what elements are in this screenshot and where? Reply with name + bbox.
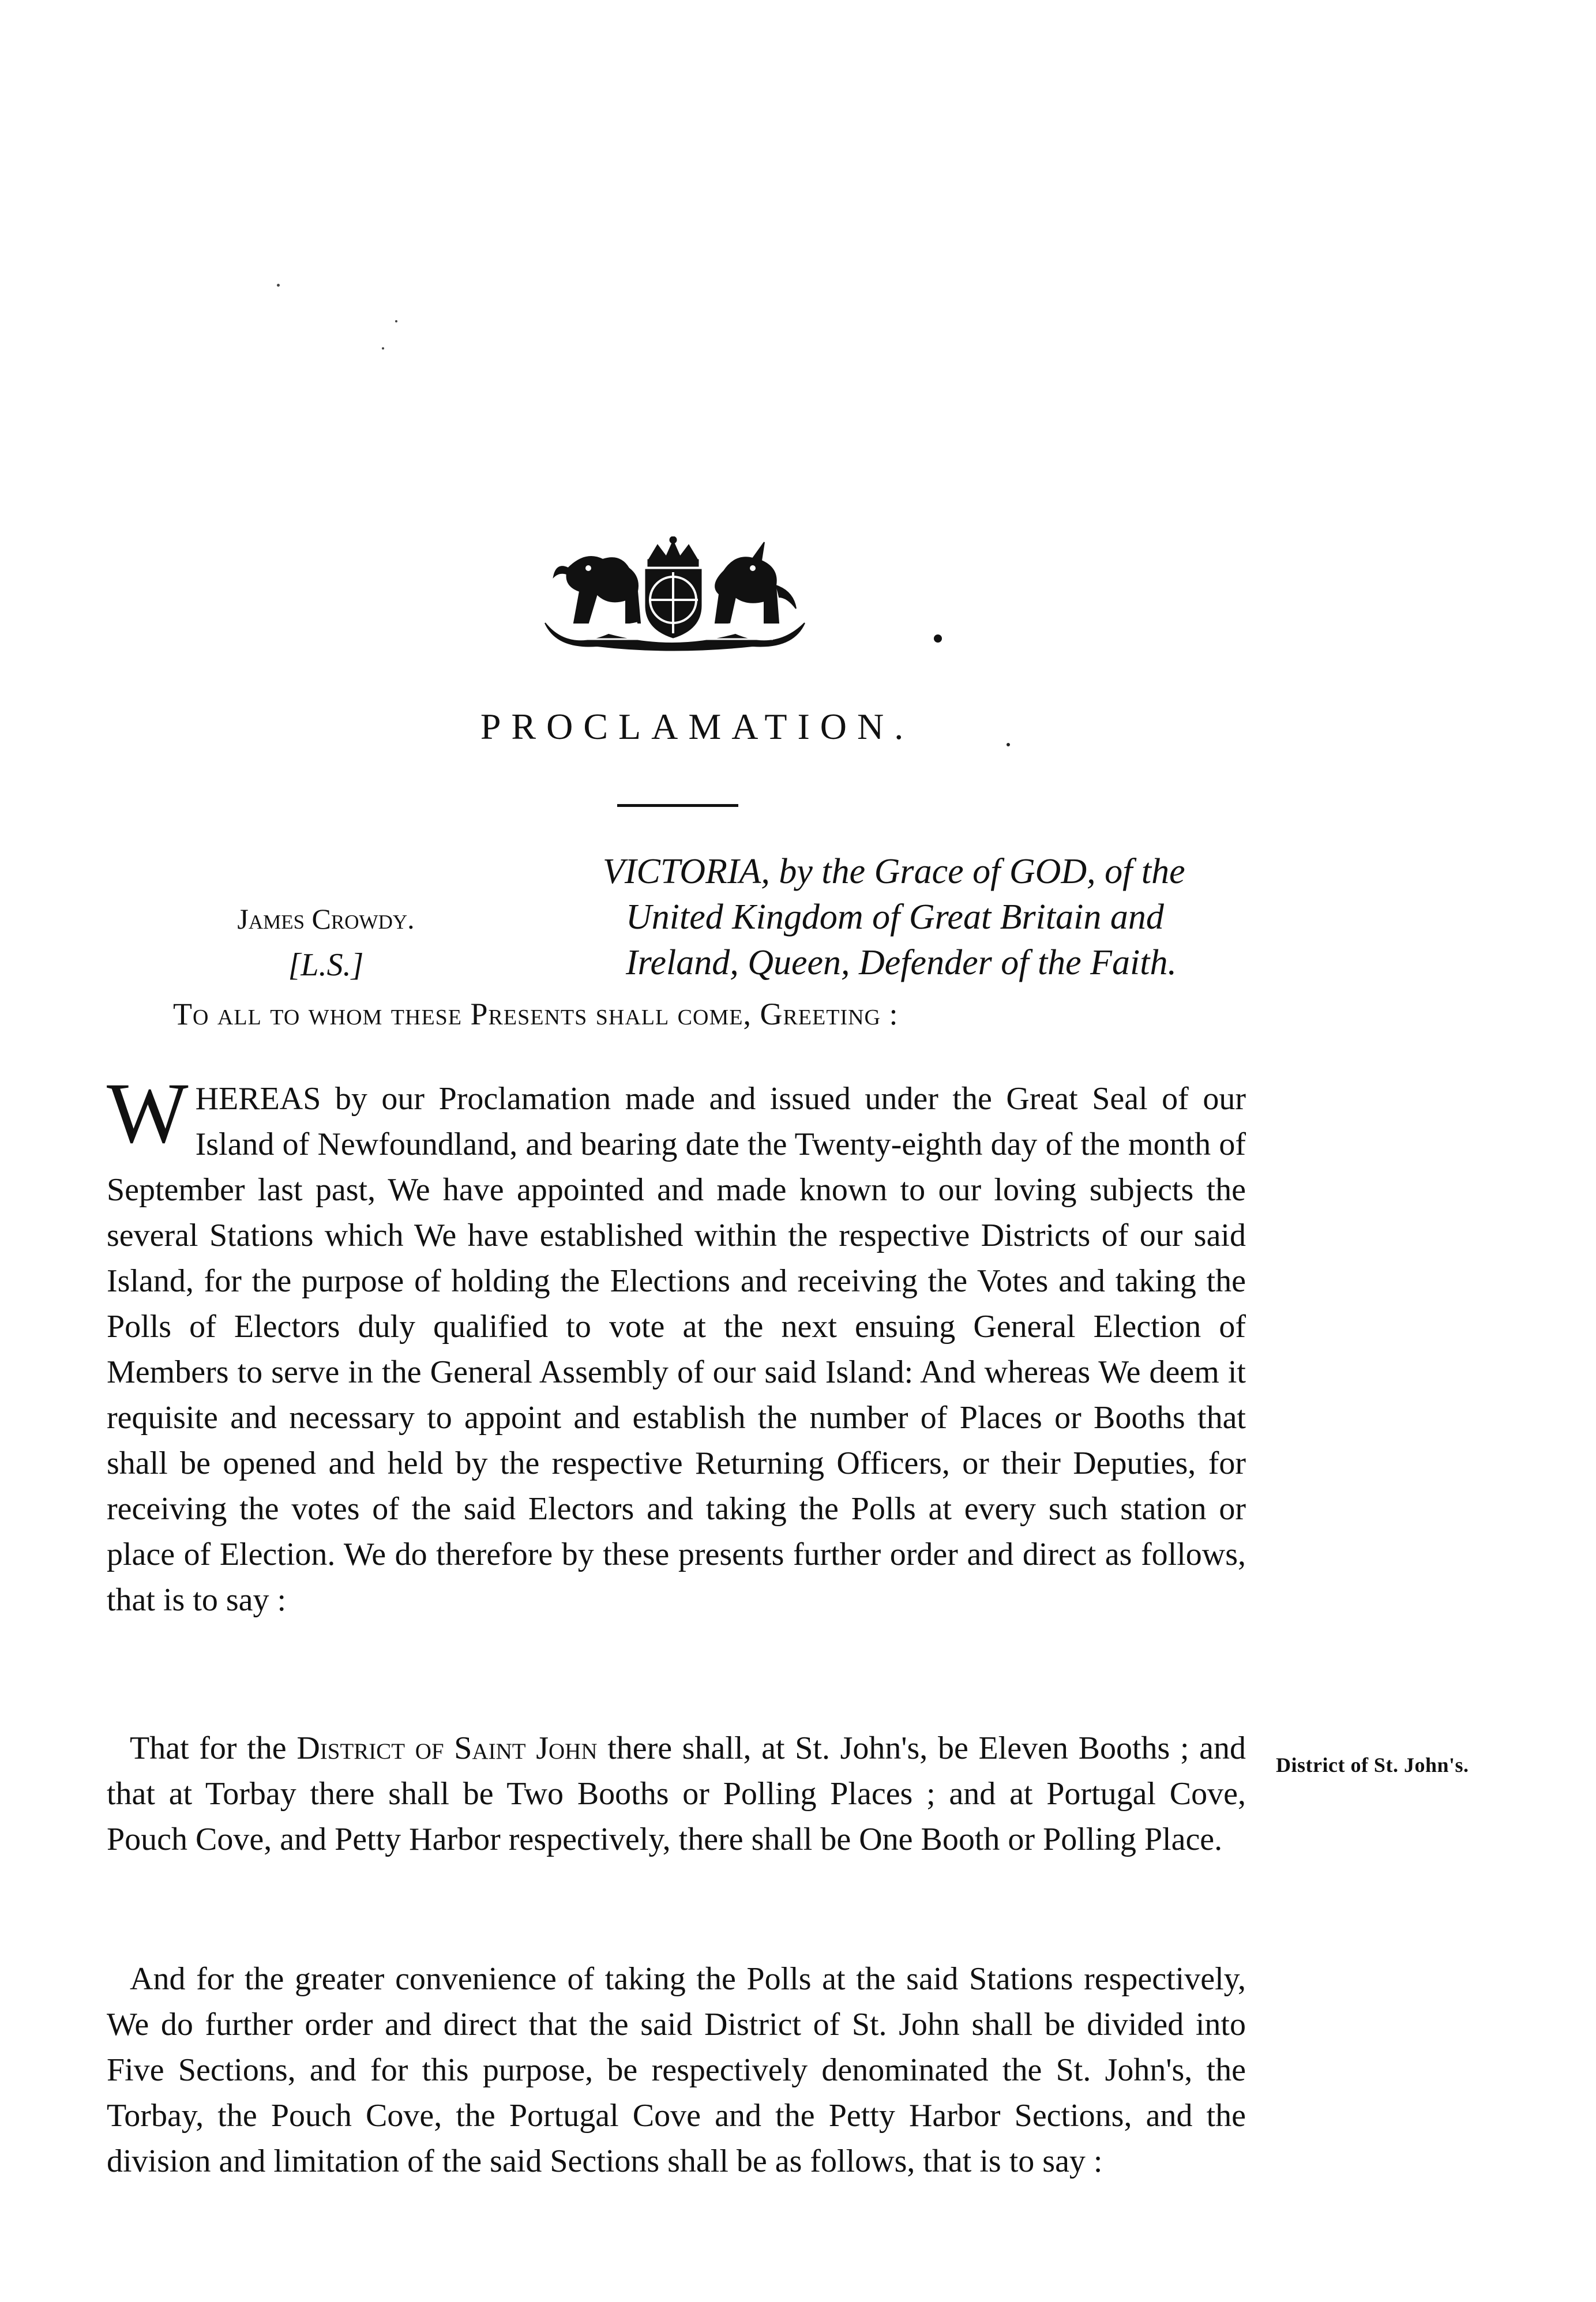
district-rest: there shall, at St. John's, be Eleven Booths ; and that at Torbay there shall be Two Booths or Polling Places ; and at Portugal Cove, Pouch Cove, and Petty Harbor respectively, there shall be One Booth or Polling Place.	[107, 1730, 1246, 1857]
heading-rule	[617, 804, 738, 807]
scan-speck	[934, 634, 942, 643]
district-name: District of Saint John	[296, 1730, 598, 1766]
drop-capital: W	[107, 1065, 189, 1161]
proclamation-heading: PROCLAMATION.	[480, 706, 914, 747]
governor-block	[176, 896, 476, 988]
scan-speck	[382, 347, 384, 350]
royal-coat-of-arms-icon	[534, 536, 813, 655]
greeting-line: To all to whom these Presents shall come, Greeting :	[173, 997, 899, 1031]
whereas-text: HEREAS by our Proclamation made and issued under the Great Seal of our Island of Newfoundland, and bearing date the Twenty-eighth day of the month of September last past, We have appointed and made known to our loving subjects the several Stations which We have established within the respective Districts of our said Island, for the purpose of holding the Elections and receiving the Votes and taking the Polls of Electors duly qualified to vote at the next ensuing General Election of Members to serve in the General Assembly of our said Island: And whereas We deem it requisite and necessary to appoint and establish the number of Places or Booths that shall be opened and held by the respective Returning Officers, or their Deputies, for receiving the votes of the said Electors and taking the Polls at every such station or place of Election. We do therefore by these presents further order and direct as follows, that is to say :	[107, 1081, 1246, 1618]
sections-text: And for the greater convenience of taking the Polls at the said Stations respectively, We do further order and direct that the said District of St. John shall be divided into Five Sections, and for this purpose, be respectively denominated the St. John's, the Torbay, the Pouch Cove, the Portugal Cove and the Petty Harbor Sections, and the division and limitation of the said Sections shall be as follows, that is to say :	[107, 1961, 1246, 2179]
seal-mark: [L.S.]	[288, 947, 364, 983]
sovereign-style	[603, 849, 1266, 986]
scan-speck	[395, 320, 397, 322]
whereas-paragraph	[107, 1065, 1246, 1623]
sovereign-line: VICTORIA, by the Grace of GOD, of the	[603, 852, 1185, 891]
district-lead: That for the	[130, 1730, 287, 1766]
scan-speck	[277, 284, 280, 287]
governor-name: James Crowdy.	[237, 903, 415, 935]
district-paragraph	[107, 1726, 1246, 1862]
sections-paragraph	[107, 1956, 1246, 2184]
sovereign-line: United Kingdom of Great Britain and	[626, 897, 1164, 937]
margin-note: District of St. John's.	[1276, 1753, 1469, 1777]
sovereign-line: Ireland, Queen, Defender of the Faith.	[626, 943, 1177, 982]
